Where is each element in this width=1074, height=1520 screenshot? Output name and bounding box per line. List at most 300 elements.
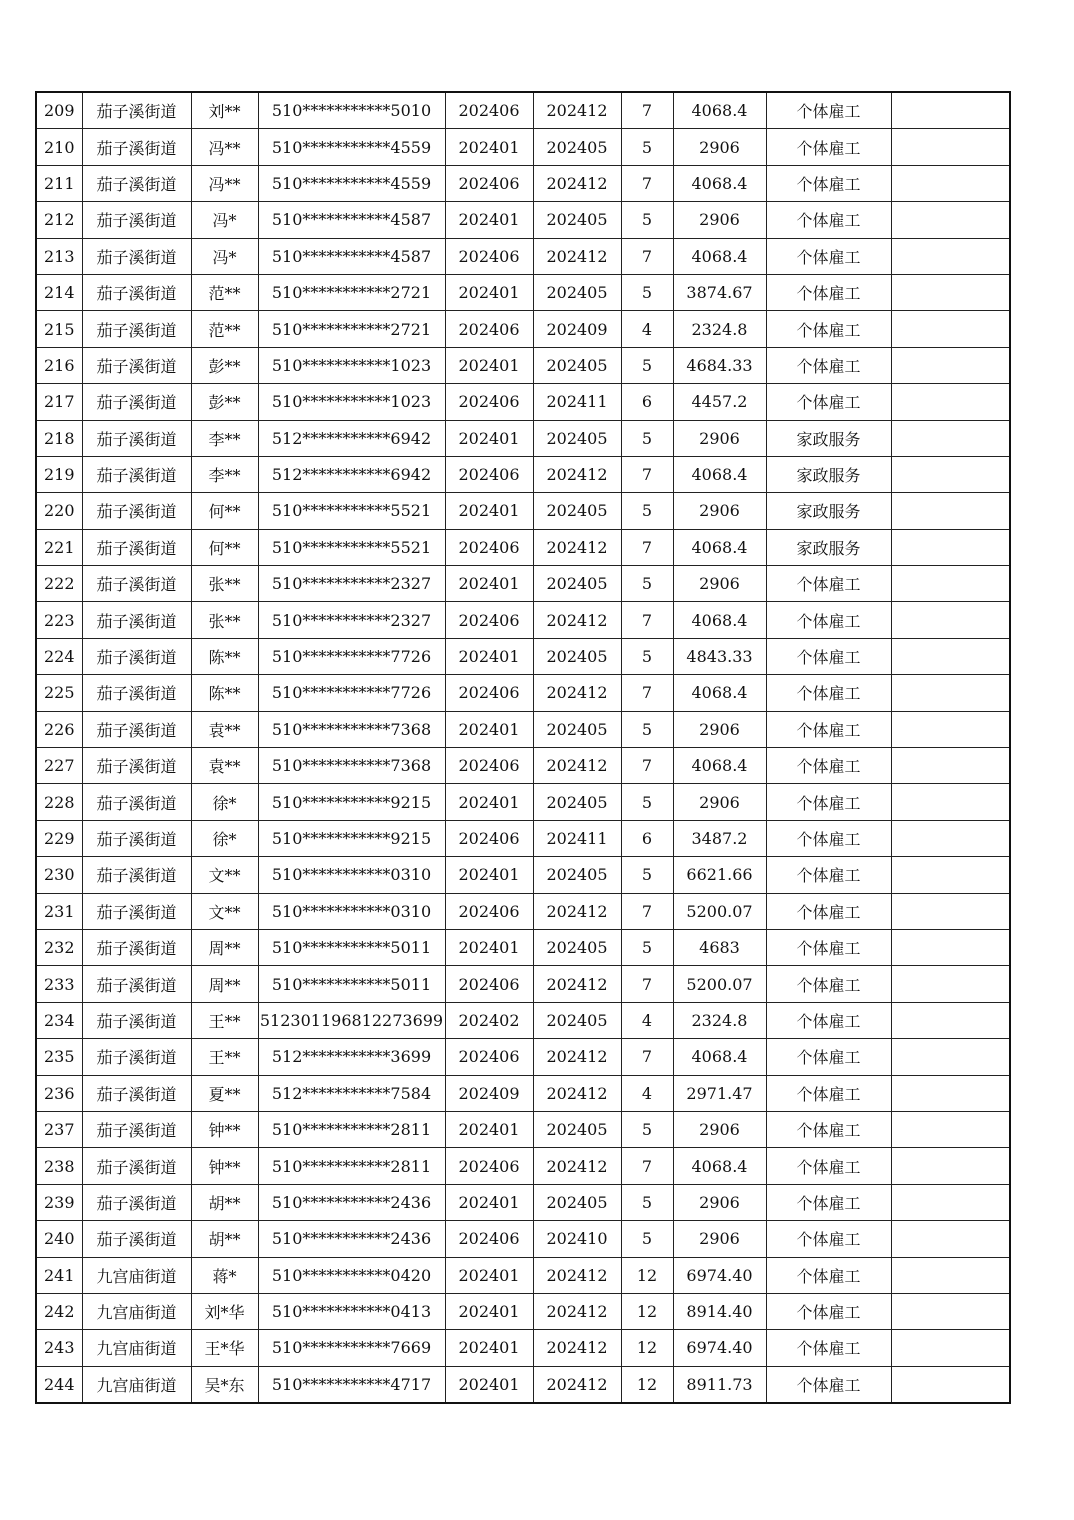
id-number-cell: 510***********2436 — [258, 1184, 445, 1220]
employment-type-cell: 个体雇工 — [766, 238, 891, 274]
table-row — [36, 1257, 1010, 1293]
start-month-cell: 202401 — [445, 1111, 533, 1147]
start-month-cell: 202409 — [445, 1075, 533, 1111]
amount-cell: 2324.8 — [673, 1002, 766, 1038]
start-month-cell: 202401 — [445, 857, 533, 893]
id-number-cell: 512***********3699 — [258, 1039, 445, 1075]
street-cell: 茄子溪街道 — [82, 238, 191, 274]
row-number-cell: 214 — [36, 274, 82, 310]
amount-cell: 4068.4 — [673, 748, 766, 784]
amount-cell: 2324.8 — [673, 311, 766, 347]
row-number-cell: 233 — [36, 966, 82, 1002]
note-cell — [891, 675, 1010, 711]
note-cell — [891, 529, 1010, 565]
street-cell: 茄子溪街道 — [82, 1111, 191, 1147]
note-cell — [891, 1039, 1010, 1075]
employment-type-cell: 个体雇工 — [766, 748, 891, 784]
name-cell: 蒋* — [191, 1257, 258, 1293]
row-number-cell: 225 — [36, 675, 82, 711]
employment-type-cell: 个体雇工 — [766, 1257, 891, 1293]
table-row — [36, 748, 1010, 784]
months-count-cell: 7 — [621, 92, 673, 129]
note-cell — [891, 1184, 1010, 1220]
note-cell — [891, 456, 1010, 492]
name-cell: 陈** — [191, 675, 258, 711]
row-number-cell: 216 — [36, 347, 82, 383]
months-count-cell: 7 — [621, 675, 673, 711]
id-number-cell: 512***********6942 — [258, 456, 445, 492]
table-row — [36, 1366, 1010, 1403]
row-number-cell: 232 — [36, 929, 82, 965]
months-count-cell: 7 — [621, 238, 673, 274]
id-number-cell: 510***********4559 — [258, 129, 445, 165]
id-number-cell: 510***********0420 — [258, 1257, 445, 1293]
note-cell — [891, 274, 1010, 310]
months-count-cell: 7 — [621, 602, 673, 638]
note-cell — [891, 165, 1010, 201]
id-number-cell: 510***********0310 — [258, 893, 445, 929]
end-month-cell: 202412 — [533, 1257, 621, 1293]
end-month-cell: 202410 — [533, 1221, 621, 1257]
note-cell — [891, 92, 1010, 129]
months-count-cell: 5 — [621, 1184, 673, 1220]
amount-cell: 5200.07 — [673, 893, 766, 929]
name-cell: 袁** — [191, 748, 258, 784]
note-cell — [891, 347, 1010, 383]
months-count-cell: 4 — [621, 1002, 673, 1038]
end-month-cell: 202405 — [533, 711, 621, 747]
employment-type-cell: 个体雇工 — [766, 384, 891, 420]
start-month-cell: 202406 — [445, 311, 533, 347]
end-month-cell: 202412 — [533, 1293, 621, 1329]
table-row — [36, 347, 1010, 383]
id-number-cell: 510***********5521 — [258, 493, 445, 529]
months-count-cell: 5 — [621, 857, 673, 893]
name-cell: 文** — [191, 857, 258, 893]
end-month-cell: 202405 — [533, 129, 621, 165]
start-month-cell: 202401 — [445, 784, 533, 820]
months-count-cell: 7 — [621, 529, 673, 565]
months-count-cell: 7 — [621, 1148, 673, 1184]
street-cell: 茄子溪街道 — [82, 784, 191, 820]
street-cell: 茄子溪街道 — [82, 347, 191, 383]
table-row — [36, 384, 1010, 420]
note-cell — [891, 420, 1010, 456]
street-cell: 茄子溪街道 — [82, 1039, 191, 1075]
id-number-cell: 510***********5011 — [258, 929, 445, 965]
amount-cell: 4684.33 — [673, 347, 766, 383]
end-month-cell: 202412 — [533, 1075, 621, 1111]
employment-type-cell: 个体雇工 — [766, 857, 891, 893]
name-cell: 陈** — [191, 638, 258, 674]
name-cell: 冯** — [191, 129, 258, 165]
amount-cell: 2906 — [673, 129, 766, 165]
table-row — [36, 202, 1010, 238]
end-month-cell: 202412 — [533, 602, 621, 638]
note-cell — [891, 1075, 1010, 1111]
id-number-cell: 510***********1023 — [258, 347, 445, 383]
name-cell: 周** — [191, 929, 258, 965]
table-row — [36, 238, 1010, 274]
start-month-cell: 202406 — [445, 748, 533, 784]
end-month-cell: 202411 — [533, 384, 621, 420]
id-number-cell: 510***********4587 — [258, 202, 445, 238]
id-number-cell: 510***********0310 — [258, 857, 445, 893]
table-row — [36, 1330, 1010, 1366]
street-cell: 茄子溪街道 — [82, 1002, 191, 1038]
table-row — [36, 893, 1010, 929]
id-number-cell: 512***********7584 — [258, 1075, 445, 1111]
amount-cell: 4068.4 — [673, 165, 766, 201]
employment-type-cell: 家政服务 — [766, 420, 891, 456]
row-number-cell: 218 — [36, 420, 82, 456]
start-month-cell: 202401 — [445, 638, 533, 674]
name-cell: 李** — [191, 420, 258, 456]
note-cell — [891, 966, 1010, 1002]
months-count-cell: 5 — [621, 347, 673, 383]
street-cell: 茄子溪街道 — [82, 966, 191, 1002]
street-cell: 九宫庙街道 — [82, 1330, 191, 1366]
row-number-cell: 231 — [36, 893, 82, 929]
row-number-cell: 227 — [36, 748, 82, 784]
id-number-cell: 510***********2811 — [258, 1111, 445, 1147]
name-cell: 徐* — [191, 784, 258, 820]
employment-type-cell: 家政服务 — [766, 493, 891, 529]
amount-cell: 2906 — [673, 566, 766, 602]
table-row — [36, 929, 1010, 965]
row-number-cell: 209 — [36, 92, 82, 129]
name-cell: 王*华 — [191, 1330, 258, 1366]
table-row — [36, 1039, 1010, 1075]
months-count-cell: 5 — [621, 566, 673, 602]
table-row — [36, 1221, 1010, 1257]
street-cell: 茄子溪街道 — [82, 274, 191, 310]
start-month-cell: 202401 — [445, 493, 533, 529]
employment-type-cell: 个体雇工 — [766, 347, 891, 383]
employment-type-cell: 个体雇工 — [766, 675, 891, 711]
employment-type-cell: 个体雇工 — [766, 929, 891, 965]
id-number-cell: 510***********2811 — [258, 1148, 445, 1184]
months-count-cell: 6 — [621, 384, 673, 420]
row-number-cell: 236 — [36, 1075, 82, 1111]
name-cell: 钟** — [191, 1148, 258, 1184]
start-month-cell: 202406 — [445, 602, 533, 638]
table-row — [36, 857, 1010, 893]
months-count-cell: 12 — [621, 1257, 673, 1293]
end-month-cell: 202411 — [533, 820, 621, 856]
employment-type-cell: 个体雇工 — [766, 784, 891, 820]
name-cell: 彭** — [191, 347, 258, 383]
end-month-cell: 202405 — [533, 566, 621, 602]
note-cell — [891, 1330, 1010, 1366]
employment-type-cell: 个体雇工 — [766, 638, 891, 674]
start-month-cell: 202401 — [445, 1184, 533, 1220]
note-cell — [891, 384, 1010, 420]
street-cell: 茄子溪街道 — [82, 1075, 191, 1111]
id-number-cell: 510***********4587 — [258, 238, 445, 274]
start-month-cell: 202406 — [445, 92, 533, 129]
name-cell: 钟** — [191, 1111, 258, 1147]
amount-cell: 4683 — [673, 929, 766, 965]
row-number-cell: 223 — [36, 602, 82, 638]
note-cell — [891, 1293, 1010, 1329]
street-cell: 茄子溪街道 — [82, 529, 191, 565]
name-cell: 王** — [191, 1039, 258, 1075]
table-row — [36, 1293, 1010, 1329]
table-row — [36, 456, 1010, 492]
months-count-cell: 7 — [621, 165, 673, 201]
id-number-cell: 510***********9215 — [258, 784, 445, 820]
id-number-cell: 510***********4717 — [258, 1366, 445, 1403]
street-cell: 茄子溪街道 — [82, 675, 191, 711]
table-row — [36, 493, 1010, 529]
street-cell: 茄子溪街道 — [82, 165, 191, 201]
street-cell: 茄子溪街道 — [82, 92, 191, 129]
name-cell: 胡** — [191, 1184, 258, 1220]
table-row — [36, 566, 1010, 602]
start-month-cell: 202401 — [445, 202, 533, 238]
note-cell — [891, 857, 1010, 893]
months-count-cell: 12 — [621, 1366, 673, 1403]
id-number-cell: 510***********0413 — [258, 1293, 445, 1329]
employment-type-cell: 个体雇工 — [766, 129, 891, 165]
months-count-cell: 12 — [621, 1330, 673, 1366]
amount-cell: 4068.4 — [673, 602, 766, 638]
note-cell — [891, 1111, 1010, 1147]
months-count-cell: 6 — [621, 820, 673, 856]
end-month-cell: 202405 — [533, 274, 621, 310]
end-month-cell: 202412 — [533, 1366, 621, 1403]
start-month-cell: 202406 — [445, 675, 533, 711]
street-cell: 茄子溪街道 — [82, 384, 191, 420]
employment-type-cell: 家政服务 — [766, 529, 891, 565]
row-number-cell: 241 — [36, 1257, 82, 1293]
employment-type-cell: 个体雇工 — [766, 1002, 891, 1038]
name-cell: 刘*华 — [191, 1293, 258, 1329]
months-count-cell: 7 — [621, 966, 673, 1002]
id-number-cell: 512301196812273699 — [258, 1002, 445, 1038]
amount-cell: 3874.67 — [673, 274, 766, 310]
street-cell: 茄子溪街道 — [82, 638, 191, 674]
end-month-cell: 202412 — [533, 456, 621, 492]
table-row — [36, 711, 1010, 747]
id-number-cell: 510***********7726 — [258, 638, 445, 674]
street-cell: 茄子溪街道 — [82, 456, 191, 492]
months-count-cell: 5 — [621, 784, 673, 820]
amount-cell: 2906 — [673, 711, 766, 747]
months-count-cell: 5 — [621, 929, 673, 965]
employment-type-cell: 个体雇工 — [766, 1184, 891, 1220]
row-number-cell: 228 — [36, 784, 82, 820]
start-month-cell: 202406 — [445, 820, 533, 856]
amount-cell: 8911.73 — [673, 1366, 766, 1403]
employment-type-cell: 个体雇工 — [766, 165, 891, 201]
end-month-cell: 202412 — [533, 1148, 621, 1184]
table-row — [36, 311, 1010, 347]
amount-cell: 5200.07 — [673, 966, 766, 1002]
name-cell: 范** — [191, 274, 258, 310]
name-cell: 冯** — [191, 165, 258, 201]
start-month-cell: 202401 — [445, 711, 533, 747]
end-month-cell: 202405 — [533, 347, 621, 383]
name-cell: 胡** — [191, 1221, 258, 1257]
table-row — [36, 1002, 1010, 1038]
street-cell: 茄子溪街道 — [82, 1221, 191, 1257]
street-cell: 茄子溪街道 — [82, 748, 191, 784]
amount-cell: 4068.4 — [673, 1039, 766, 1075]
employment-type-cell: 家政服务 — [766, 456, 891, 492]
amount-cell: 2906 — [673, 202, 766, 238]
amount-cell: 4068.4 — [673, 238, 766, 274]
employment-type-cell: 个体雇工 — [766, 92, 891, 129]
street-cell: 茄子溪街道 — [82, 566, 191, 602]
amount-cell: 4843.33 — [673, 638, 766, 674]
start-month-cell: 202401 — [445, 1330, 533, 1366]
id-number-cell: 510***********4559 — [258, 165, 445, 201]
start-month-cell: 202406 — [445, 893, 533, 929]
months-count-cell: 5 — [621, 1221, 673, 1257]
amount-cell: 3487.2 — [673, 820, 766, 856]
end-month-cell: 202412 — [533, 675, 621, 711]
table-row — [36, 1184, 1010, 1220]
months-count-cell: 7 — [621, 893, 673, 929]
name-cell: 冯* — [191, 202, 258, 238]
table-row — [36, 1111, 1010, 1147]
street-cell: 茄子溪街道 — [82, 711, 191, 747]
row-number-cell: 229 — [36, 820, 82, 856]
end-month-cell: 202405 — [533, 857, 621, 893]
end-month-cell: 202405 — [533, 420, 621, 456]
street-cell: 茄子溪街道 — [82, 1184, 191, 1220]
note-cell — [891, 711, 1010, 747]
note-cell — [891, 784, 1010, 820]
row-number-cell: 242 — [36, 1293, 82, 1329]
row-number-cell: 215 — [36, 311, 82, 347]
row-number-cell: 226 — [36, 711, 82, 747]
note-cell — [891, 893, 1010, 929]
table-row — [36, 92, 1010, 129]
name-cell: 刘** — [191, 92, 258, 129]
start-month-cell: 202401 — [445, 347, 533, 383]
end-month-cell: 202412 — [533, 966, 621, 1002]
row-number-cell: 222 — [36, 566, 82, 602]
name-cell: 袁** — [191, 711, 258, 747]
row-number-cell: 212 — [36, 202, 82, 238]
street-cell: 茄子溪街道 — [82, 1148, 191, 1184]
start-month-cell: 202406 — [445, 456, 533, 492]
name-cell: 文** — [191, 893, 258, 929]
months-count-cell: 5 — [621, 274, 673, 310]
amount-cell: 2906 — [673, 1184, 766, 1220]
end-month-cell: 202405 — [533, 493, 621, 529]
end-month-cell: 202405 — [533, 784, 621, 820]
start-month-cell: 202401 — [445, 929, 533, 965]
end-month-cell: 202405 — [533, 929, 621, 965]
start-month-cell: 202401 — [445, 1293, 533, 1329]
end-month-cell: 202409 — [533, 311, 621, 347]
table-row — [36, 1148, 1010, 1184]
months-count-cell: 5 — [621, 638, 673, 674]
amount-cell: 4068.4 — [673, 529, 766, 565]
name-cell: 范** — [191, 311, 258, 347]
amount-cell: 2971.47 — [673, 1075, 766, 1111]
row-number-cell: 220 — [36, 493, 82, 529]
id-number-cell: 510***********9215 — [258, 820, 445, 856]
end-month-cell: 202412 — [533, 92, 621, 129]
street-cell: 九宫庙街道 — [82, 1257, 191, 1293]
row-number-cell: 217 — [36, 384, 82, 420]
name-cell: 夏** — [191, 1075, 258, 1111]
months-count-cell: 4 — [621, 1075, 673, 1111]
employment-type-cell: 个体雇工 — [766, 202, 891, 238]
row-number-cell: 224 — [36, 638, 82, 674]
note-cell — [891, 566, 1010, 602]
amount-cell: 6974.40 — [673, 1330, 766, 1366]
start-month-cell: 202406 — [445, 529, 533, 565]
employment-type-cell: 个体雇工 — [766, 711, 891, 747]
row-number-cell: 213 — [36, 238, 82, 274]
start-month-cell: 202401 — [445, 274, 533, 310]
table-row — [36, 675, 1010, 711]
id-number-cell: 510***********7726 — [258, 675, 445, 711]
id-number-cell: 510***********2721 — [258, 274, 445, 310]
id-number-cell: 510***********5011 — [258, 966, 445, 1002]
street-cell: 茄子溪街道 — [82, 129, 191, 165]
id-number-cell: 510***********7669 — [258, 1330, 445, 1366]
employment-type-cell: 个体雇工 — [766, 1293, 891, 1329]
start-month-cell: 202401 — [445, 1366, 533, 1403]
end-month-cell: 202412 — [533, 1330, 621, 1366]
street-cell: 茄子溪街道 — [82, 602, 191, 638]
end-month-cell: 202412 — [533, 748, 621, 784]
end-month-cell: 202405 — [533, 1184, 621, 1220]
name-cell: 何** — [191, 529, 258, 565]
amount-cell: 2906 — [673, 1111, 766, 1147]
street-cell: 茄子溪街道 — [82, 857, 191, 893]
employment-type-cell: 个体雇工 — [766, 1366, 891, 1403]
end-month-cell: 202405 — [533, 1002, 621, 1038]
street-cell: 茄子溪街道 — [82, 493, 191, 529]
amount-cell: 6621.66 — [673, 857, 766, 893]
note-cell — [891, 1148, 1010, 1184]
amount-cell: 6974.40 — [673, 1257, 766, 1293]
employment-type-cell: 个体雇工 — [766, 1039, 891, 1075]
note-cell — [891, 129, 1010, 165]
street-cell: 茄子溪街道 — [82, 202, 191, 238]
note-cell — [891, 1221, 1010, 1257]
name-cell: 徐* — [191, 820, 258, 856]
street-cell: 茄子溪街道 — [82, 820, 191, 856]
table-row — [36, 1075, 1010, 1111]
employment-type-cell: 个体雇工 — [766, 1148, 891, 1184]
row-number-cell: 240 — [36, 1221, 82, 1257]
end-month-cell: 202405 — [533, 638, 621, 674]
amount-cell: 8914.40 — [673, 1293, 766, 1329]
end-month-cell: 202412 — [533, 893, 621, 929]
employment-type-cell: 个体雇工 — [766, 1221, 891, 1257]
months-count-cell: 5 — [621, 420, 673, 456]
table-row — [36, 274, 1010, 310]
months-count-cell: 5 — [621, 129, 673, 165]
table-row — [36, 529, 1010, 565]
note-cell — [891, 1002, 1010, 1038]
street-cell: 九宫庙街道 — [82, 1293, 191, 1329]
id-number-cell: 510***********7368 — [258, 711, 445, 747]
start-month-cell: 202401 — [445, 1257, 533, 1293]
note-cell — [891, 929, 1010, 965]
start-month-cell: 202406 — [445, 238, 533, 274]
start-month-cell: 202406 — [445, 1039, 533, 1075]
